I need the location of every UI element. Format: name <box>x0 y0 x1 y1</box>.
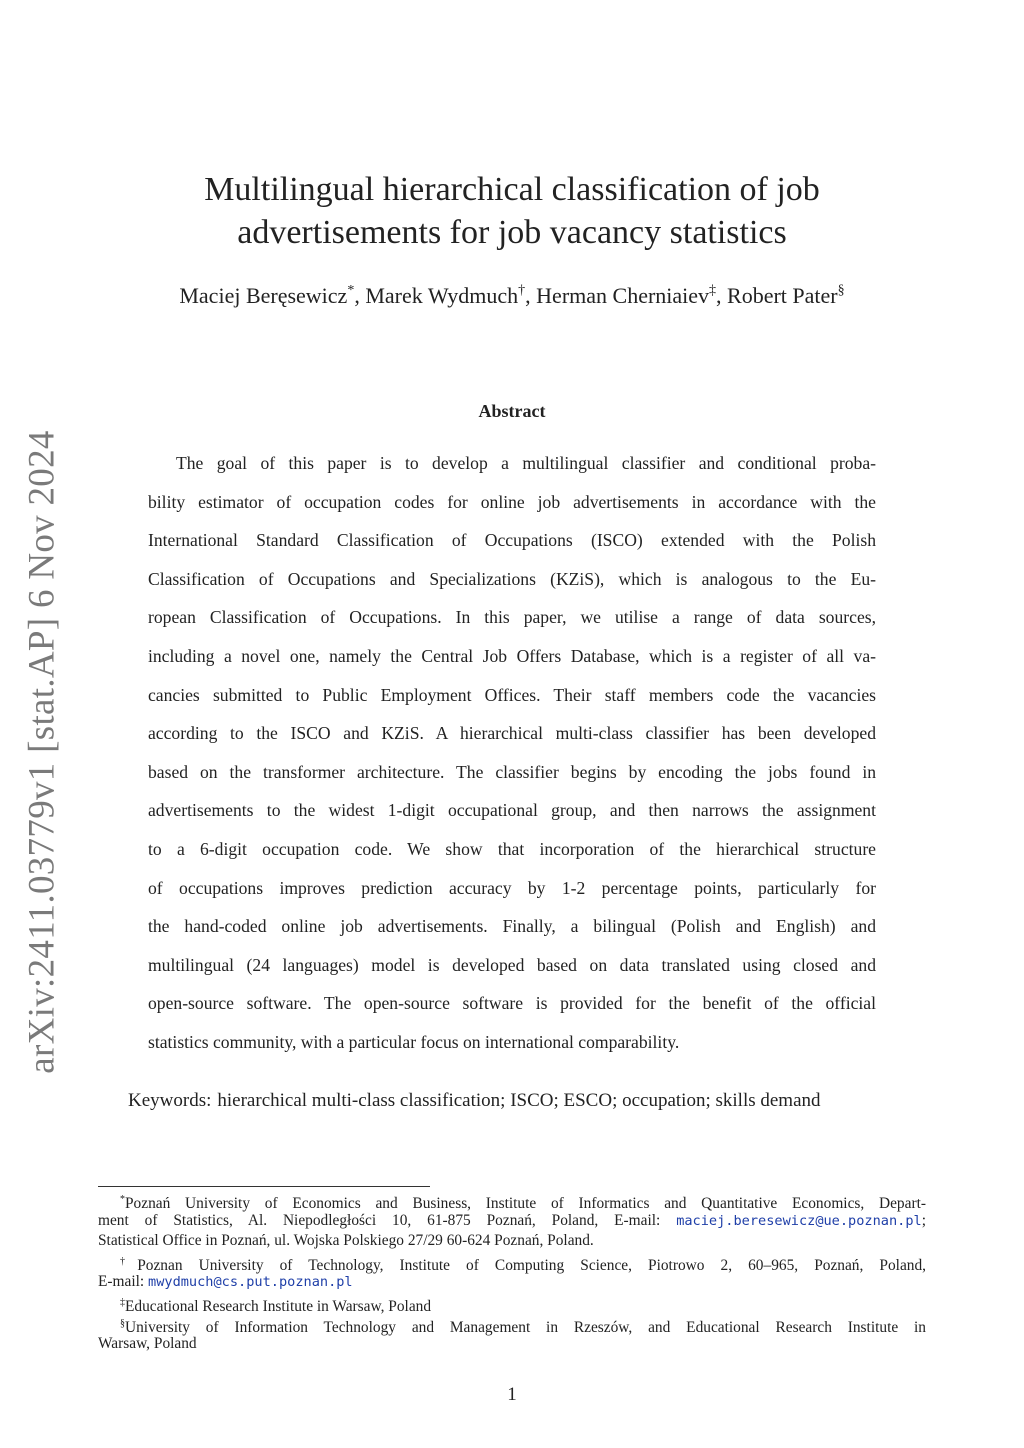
footnote-line <box>98 1272 926 1293</box>
keywords-label: Keywords: <box>128 1090 212 1111</box>
author-list <box>0 283 1024 309</box>
footnote-line <box>98 1293 926 1314</box>
footnote-text: University of Information Technology and Management in Rzeszów, and Educational Research Institute in <box>125 1318 926 1336</box>
abstract-line: including a novel one, namely the Central Job Offers Database, which is a register of all va- <box>148 645 876 666</box>
footnote-line <box>98 1231 926 1252</box>
abstract-line: the hand-coded online job advertisements. Finally, a bilingual (Polish and English) and <box>148 916 876 937</box>
footnote-divider <box>98 1186 430 1187</box>
email-link[interactable]: maciej.beresewicz@ue.poznan.pl <box>676 1212 922 1229</box>
abstract-line: open-source software. The open-source software is provided for the benefit of the official <box>148 993 876 1014</box>
footnote-text: Statistical Office in Poznań, ul. Wojska Polskiego 27/29 60-624 Poznań, Poland. <box>98 1232 594 1250</box>
abstract-line: multilingual (24 languages) model is developed based on data translated using closed and <box>148 954 876 975</box>
abstract-line: ropean Classification of Occupations. In this paper, we utilise a range of data sources, <box>148 607 876 628</box>
author-separator: , <box>354 283 366 308</box>
author-footnote-mark[interactable]: ‡ <box>709 283 717 298</box>
footnote-line <box>98 1211 926 1232</box>
author-name: Herman Cherniaiev <box>536 283 710 308</box>
author-name: Maciej Beręsewicz <box>179 283 348 308</box>
footnote-line <box>98 1334 926 1355</box>
keywords-text: hierarchical multi-class classification; ISCO; ESCO; occupation; skills demand <box>217 1090 821 1111</box>
footnote-text: Poznań University of Economics and Business, Institute of Informatics and Quantitative Economics, Depart- <box>125 1195 926 1212</box>
footnote-mark: ‡ <box>120 1296 125 1308</box>
abstract-line: according to the ISCO and KZiS. A hierarchical multi-class classifier has been developed <box>148 723 876 744</box>
abstract-line: cancies submitted to Public Employment Offices. Their staff members code the vacancies <box>148 684 876 705</box>
paper-title-line-1: Multilingual hierarchical classification of job <box>204 171 820 208</box>
paper-title <box>0 168 1024 254</box>
footnote-mark: * <box>120 1194 125 1205</box>
footnote-text: Poznan University of Technology, Institute of Computing Science, Piotrowo 2, 60–965, Poznań, Poland, <box>137 1256 927 1274</box>
footnote-text: Educational Research Institute in Warsaw, Poland <box>125 1297 432 1315</box>
author-name: Marek Wydmuch <box>365 283 519 308</box>
abstract-line: statistics community, with a particular focus on international comparability. <box>148 1031 680 1052</box>
footnote-mark: † <box>120 1255 138 1267</box>
keywords <box>128 1090 821 1112</box>
abstract-heading: Abstract <box>478 401 546 421</box>
abstract-line: bility estimator of occupation codes for online job advertisements in accordance with the <box>148 491 876 512</box>
abstract-line: based on the transformer architecture. The classifier begins by encoding the jobs found in <box>148 761 876 782</box>
footnote-text: Warsaw, Poland <box>98 1335 197 1353</box>
arxiv-identifier-stamp: arXiv:2411.03779v1 [stat.AP] 6 Nov 2024 <box>21 430 63 1074</box>
abstract-line: to a 6-digit occupation code. We show that incorporation of the hierarchical structure <box>148 838 876 859</box>
author-footnote-mark[interactable]: * <box>347 283 355 298</box>
author-footnote-mark[interactable]: § <box>837 283 845 298</box>
footnote-line <box>98 1190 926 1211</box>
footnote-line <box>98 1314 926 1335</box>
author-footnote-mark[interactable]: † <box>518 283 526 298</box>
abstract-line: of occupations improves prediction accuracy by 1-2 percentage points, particularly for <box>148 877 876 898</box>
abstract-line: Classification of Occupations and Specializations (KZiS), which is analogous to the Eu- <box>148 568 876 589</box>
abstract-body <box>148 450 876 1068</box>
email-link[interactable]: mwydmuch@cs.put.poznan.pl <box>148 1274 353 1291</box>
author-separator: , <box>716 283 728 308</box>
footnote-text: E-mail: <box>98 1273 149 1291</box>
abstract-line: The goal of this paper is to develop a multilingual classifier and conditional proba- <box>176 453 876 473</box>
footnote-mark: § <box>120 1317 125 1329</box>
author-name: Robert Pater <box>727 283 838 308</box>
page-number: 1 <box>507 1384 517 1405</box>
footnote-line <box>98 1252 926 1273</box>
abstract-line: International Standard Classification of Occupations (ISCO) extended with the Polish <box>148 530 876 551</box>
abstract-line: advertisements to the widest 1-digit occupational group, and then narrows the assignment <box>148 800 876 821</box>
footnotes <box>98 1190 926 1355</box>
footnote-text: ; <box>921 1211 926 1229</box>
paper-title-line-2: advertisements for job vacancy statistics <box>237 214 787 251</box>
author-separator: , <box>525 283 537 308</box>
footnote-text: ment of Statistics, Al. Niepodległości 10, 61-875 Poznań, Poland, E-mail: <box>98 1211 677 1229</box>
